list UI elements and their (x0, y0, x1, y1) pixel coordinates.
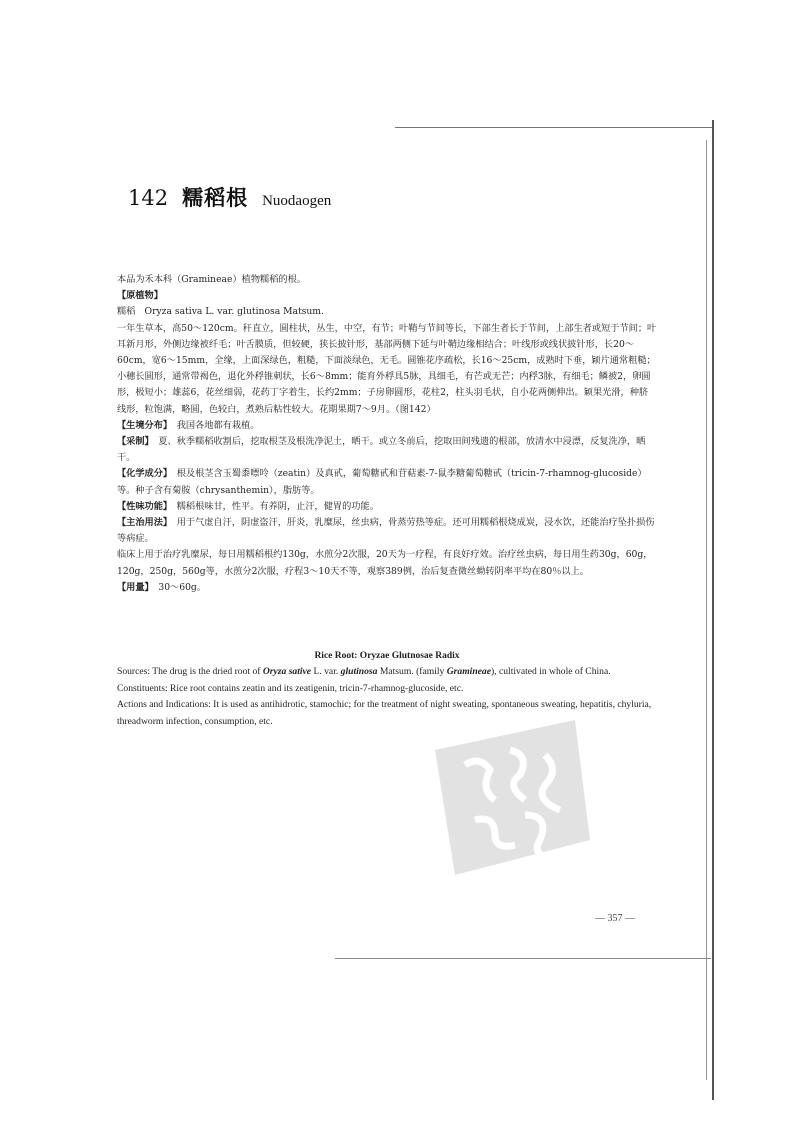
plant-name: 糯稻 Oryza sativa L. var. glutinosa Matsum. (117, 306, 324, 318)
dosage-label: 【用量】 (117, 581, 150, 593)
page-edge-inner (706, 140, 707, 1080)
variety-name: glutinosa (340, 666, 378, 677)
chemistry-label: 【化学成分】 (117, 468, 168, 480)
properties-text: 糯稻根味甘，性平。有养阴，止汗，健胃的功能。 (176, 500, 379, 512)
english-constituents: Constituents: Rice root contains zeatin and its zeatigenin, tricin-7-rhamnog-glucoside, etc. (117, 682, 464, 694)
entry-header (128, 182, 331, 212)
properties-label: 【性味功能】 (117, 500, 168, 512)
intro-paragraph: 本品为禾本科（Gramineae）植物糯稻的根。 (117, 274, 306, 285)
clinical-text: 临床上用于治疗乳糜尿，每日用糯稻根约130g，水煎分2次服，20天为一疗程，有良好疗效。治疗丝虫病，每日用生药30g，60g，120g，250g，560g等，水煎分2次服，疗程3～10天不等，观察389例，治后复查微丝蚴转阴率平均在80％以上。 (117, 549, 653, 577)
entry-title-pinyin: Nuodaogen (262, 193, 332, 209)
plant-description: 一年生草本，高50～120cm。秆直立，圆柱状，丛生，中空，有节；叶鞘与节间等长，下部生者长于节间，上部生者或短于节间；叶耳新月形，外侧边缘被纤毛；叶舌膜质，但较硬，狭长披针形，基部两侧下延与叶鞘边缘相结合；叶线形或线状披针形，长20～60cm，宽6～15mm，全缘，上面深绿色，粗糙，下面淡绿色，无毛。圆锥花序疏松，长16～25cm，成熟时下垂，颖片通常粗糙；小穗长圆形，通常带褐色，退化外稃锥刺状，长6～8mm；能育外稃具5脉，具细毛，有芒或无芒；内稃3脉，有细毛；鳞被2，卵圆形，极短小；雄蕊6，花丝细弱，花药丁字着生，长约2mm；子房卵圆形，花柱2，柱头羽毛状，自小花两侧伸出。颖果光滑，种脐线形，粒饱满，略圆，色较白，煮熟后粘性较大。花期果期7～9月。（图142） (117, 322, 657, 415)
family-name: Gramineae (446, 666, 491, 677)
bottom-rule (335, 958, 711, 959)
plant-source-label: 【原植物】 (117, 290, 163, 302)
top-rule (395, 127, 713, 128)
collection-label: 【采制】 (117, 436, 150, 448)
distribution-label: 【生境分布】 (117, 419, 168, 431)
distribution-text: 我国各地都有栽植。 (176, 419, 260, 431)
entry-title-chinese: 糯稻根 (182, 186, 249, 210)
usage-text: 用于气虚自汗，阴虚盗汗，肝炎，乳糜尿，丝虫病，骨蒸劳热等症。还可用糯稻根烧成炭，浸水饮，还能治疗坠扑损伤等病症。 (117, 517, 655, 545)
english-sources (117, 664, 657, 681)
species-name: Oryza sative (262, 666, 312, 677)
collection-text: 夏、秋季糯稻收割后，挖取根茎及根洗净泥土，晒干。或立冬前后，挖取田间残遗的根部，放清水中浸漂，反复洗净，晒干。 (117, 436, 646, 464)
sources-label: Sources: (117, 666, 151, 677)
sources-text-2: L. var. (311, 666, 341, 677)
sources-text-3: Matsum. (family (377, 666, 447, 677)
usage-label: 【主治用法】 (117, 517, 168, 529)
library-seal-stamp (425, 710, 595, 880)
dosage-text: 30～60g。 (158, 581, 206, 593)
english-actions: Actions and Indications: It is used as antihidrotic, stamochic; for the treatment of night sweating, spontaneous sweating, hepatitis, chyluria, threadworm infection, consumption, etc. (117, 699, 652, 727)
chinese-body (117, 272, 657, 596)
entry-number: 142 (128, 186, 169, 210)
english-title: Rice Root: Oryzae Glutnosae Radix (314, 651, 460, 661)
sources-text-1: The drug is the dried root of (150, 666, 263, 677)
page-number: — 357 — (595, 913, 635, 924)
page-edge (712, 120, 714, 1100)
chemistry-text: 根及根茎含玉蜀黍嘌呤（zeatin）及真甙，葡萄糖甙和苷萜素-7-鼠李糖葡萄糖甙（tricin-7-rhamnog-glucoside）等。种子含有菊胺（chrysanthemin），脂肪等。 (117, 468, 647, 496)
sources-text-4: ), cultivated in whole of China. (490, 666, 611, 677)
